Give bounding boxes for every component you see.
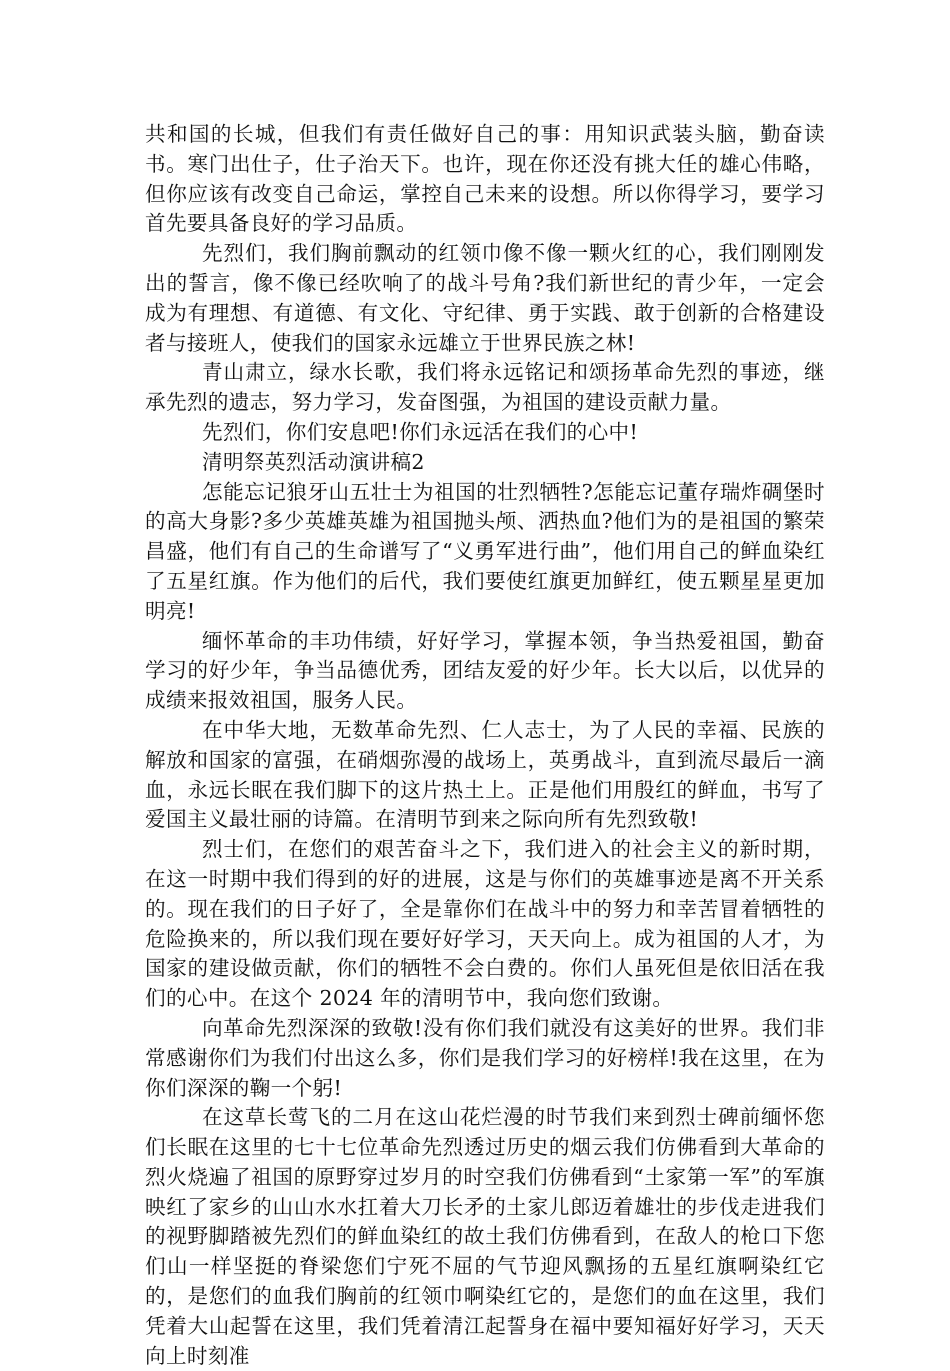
paragraph-9: 向革命先烈深深的致敬!没有你们我们就没有这美好的世界。我们非常感谢你们为我们付出这么多，你们是我们学习的好榜样!我在这里，在为你们深深的鞠一个躬!	[145, 1015, 825, 1100]
document-page	[145, 120, 825, 1371]
paragraph-8: 烈士们，在您们的艰苦奋斗之下，我们进入的社会主义的新时期，在这一时期中我们得到的好的进展，这是与你们的英雄事迹是离不开关系的。现在我们的日子好了，全是靠你们在战斗中的努力和幸苦冒着牺牲的危险换来的，所以我们现在要好好学习，天天向上。成为祖国的人才，为国家的建设做贡献，你们的牺牲不会白费的。你们人虽死但是依旧活在我们的心中。在这个 2024 年的清明节中，我向您们致谢。	[145, 837, 825, 1011]
paragraph-7: 在中华大地，无数革命先烈、仁人志士，为了人民的幸福、民族的解放和国家的富强，在硝烟弥漫的战场上，英勇战斗，直到流尽最后一滴血，永远长眠在我们脚下的这片热土上。正是他们用殷红的鲜血，书写了爱国主义最壮丽的诗篇。在清明节到来之际向所有先烈致敬!	[145, 717, 825, 832]
paragraph-4: 先烈们，你们安息吧!你们永远活在我们的心中!	[202, 419, 639, 444]
paragraph-10: 在这草长莺飞的二月在这山花烂漫的时节我们来到烈士碑前缅怀您们长眠在这里的七十七位革命先烈透过历史的烟云我们仿佛看到大革命的烈火烧遍了祖国的原野穿过岁月的时空我们仿佛看到“土家第一军”的军旗映红了家乡的山山水水扛着大刀长矛的土家儿郎迈着雄壮的步伐走进我们的视野脚踏被先烈们的鲜血染红的故土我们仿佛看到，在敌人的枪口下您们山一样坚挺的脊梁您们宁死不屈的气节迎风飘扬的五星红旗啊染红它的，是您们的血我们胸前的红领巾啊染红它的，是您们的血在这里，我们凭着大山起誓在这里，我们凭着清江起誓身在福中要知福好好学习，天天向上时刻准	[145, 1105, 825, 1368]
paragraph-3: 青山肃立，绿水长歌，我们将永远铭记和颂扬革命先烈的事迹，继承先烈的遗志，努力学习，发奋图强，为祖国的建设贡献力量。	[145, 360, 825, 415]
paragraph-1: 共和国的长城，但我们有责任做好自己的事：用知识武装头脑，勤奋读书。寒门出仕子，仕子治天下。也许，现在你还没有挑大任的雄心伟略，但你应该有改变自己命运，掌控自己未来的设想。所以你得学习，要学习首先要具备良好的学习品质。	[145, 122, 825, 236]
paragraph-6: 缅怀革命的丰功伟绩，好好学习，掌握本领，争当热爱祖国，勤奋学习的好少年，争当品德优秀，团结友爱的好少年。长大以后，以优异的成绩来报效祖国，服务人民。	[145, 628, 825, 713]
paragraph-5: 怎能忘记狼牙山五壮士为祖国的壮烈牺牲?怎能忘记董存瑞炸碉堡时的高大身影?多少英雄英雄为祖国抛头颅、洒热血?他们为的是祖国的繁荣昌盛，他们有自己的生命谱写了“义勇军进行曲”，他们用自己的鲜血染红了五星红旗。作为他们的后代，我们要使红旗更加鲜红，使五颗星星更加明亮!	[145, 479, 825, 623]
paragraph-2: 先烈们，我们胸前飘动的红领巾像不像一颗火红的心，我们刚刚发出的誓言，像不像已经吹响了的战斗号角?我们新世纪的青少年，一定会成为有理想、有道德、有文化、守纪律、勇于实践、敢于创新的合格建设者与接班人，使我们的国家永远雄立于世界民族之林!	[145, 241, 825, 355]
section-heading: 清明祭英烈活动演讲稿2	[202, 449, 425, 474]
